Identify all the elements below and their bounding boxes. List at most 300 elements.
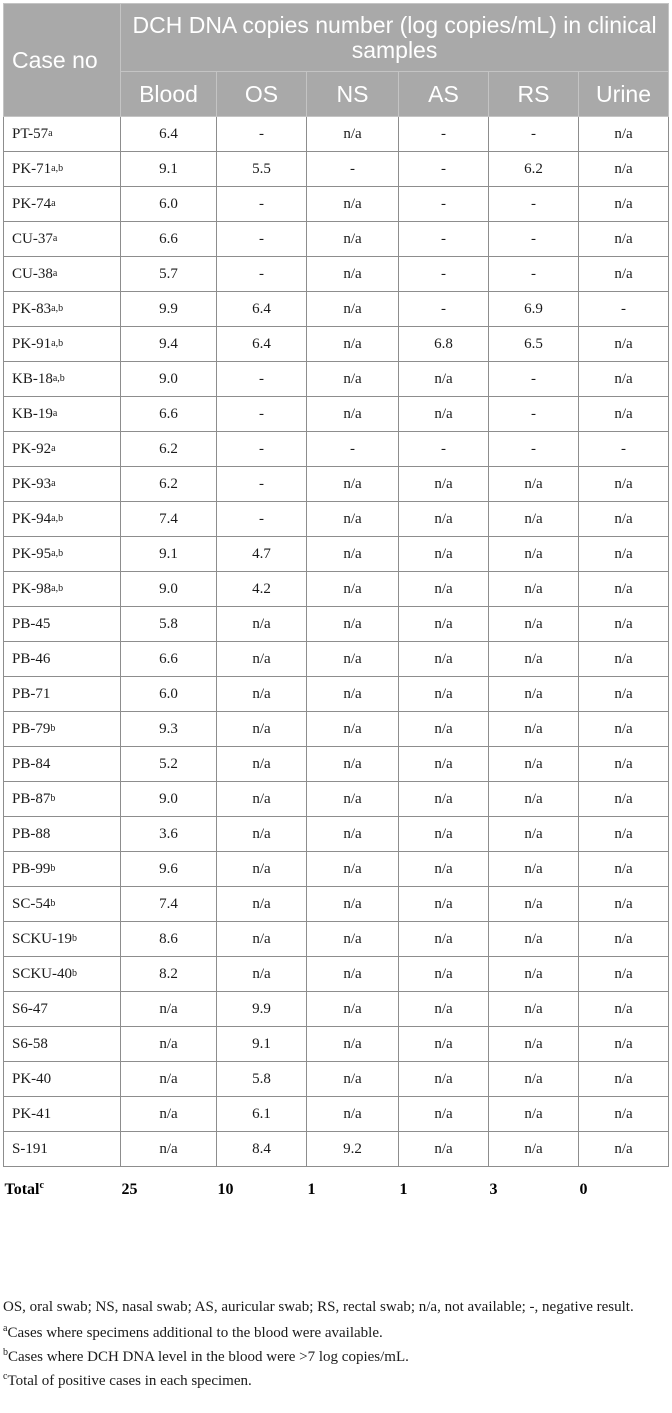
table-row (4, 1027, 669, 1062)
value-cell-blood: 9.0 (121, 572, 217, 607)
value-cell-as: n/a (399, 607, 489, 642)
value-cell-urine: n/a (579, 572, 669, 607)
value-cell-rs: 6.9 (489, 292, 579, 327)
value-cell-blood: 9.0 (121, 362, 217, 397)
abbreviations-note: OS, oral swab; NS, nasal swab; AS, auricular swab; RS, rectal swab; n/a, not available; -, negative result. (3, 1299, 634, 1315)
value-cell-ns: n/a (307, 1097, 399, 1132)
value-cell-urine: n/a (579, 922, 669, 957)
case-footnote-mark: b (50, 722, 56, 734)
value-cell-ns: n/a (307, 677, 399, 712)
case-id: PK-95 (12, 545, 52, 562)
value-cell-os: - (217, 117, 307, 152)
column-header-ns: NS (307, 72, 399, 117)
total-ns: 1 (307, 1180, 316, 1198)
value-cell-blood: 8.2 (121, 957, 217, 992)
case-id-cell (4, 817, 121, 852)
value-cell-rs: n/a (489, 712, 579, 747)
value-cell-urine: n/a (579, 712, 669, 747)
table-row (4, 152, 669, 187)
value-cell-blood: 6.4 (121, 117, 217, 152)
value-cell-os: n/a (217, 922, 307, 957)
value-cell-urine: n/a (579, 957, 669, 992)
case-id-cell (4, 117, 121, 152)
case-id: SCKU-40 (12, 965, 73, 982)
value-cell-ns: n/a (307, 397, 399, 432)
value-cell-os: 6.4 (217, 327, 307, 362)
table-header (4, 4, 669, 117)
value-cell-ns: n/a (307, 782, 399, 817)
table-row (4, 782, 669, 817)
total-rs: 3 (489, 1180, 498, 1198)
footnote-b (3, 1346, 668, 1368)
value-cell-blood: 6.6 (121, 397, 217, 432)
value-cell-blood: 6.2 (121, 467, 217, 502)
case-id: PK-91 (12, 335, 52, 352)
value-cell-rs: n/a (489, 747, 579, 782)
table-row (4, 572, 669, 607)
value-cell-blood: 8.6 (121, 922, 217, 957)
value-cell-blood: n/a (121, 1062, 217, 1097)
value-cell-as: 6.8 (399, 327, 489, 362)
value-cell-ns: n/a (307, 467, 399, 502)
value-cell-rs: - (489, 117, 579, 152)
case-footnote-mark: a,b (52, 372, 65, 384)
table-row (4, 1132, 669, 1167)
table-title-header: DCH DNA copies number (log copies/mL) in clinical samples (121, 4, 669, 72)
value-cell-urine: n/a (579, 607, 669, 642)
case-footnote-mark: a (52, 267, 58, 279)
value-cell-as: - (399, 222, 489, 257)
case-footnote-mark: a,b (51, 337, 64, 349)
value-cell-blood: 3.6 (121, 817, 217, 852)
value-cell-os: n/a (217, 747, 307, 782)
value-cell-ns: n/a (307, 572, 399, 607)
value-cell-rs: n/a (489, 572, 579, 607)
value-cell-blood: 9.3 (121, 712, 217, 747)
column-header-urine: Urine (579, 72, 669, 117)
value-cell-rs: - (489, 397, 579, 432)
value-cell-rs: 6.5 (489, 327, 579, 362)
case-id-cell (4, 1097, 121, 1132)
case-id-cell (4, 922, 121, 957)
value-cell-os: 6.4 (217, 292, 307, 327)
table-row (4, 292, 669, 327)
value-cell-urine: n/a (579, 677, 669, 712)
value-cell-urine: n/a (579, 397, 669, 432)
value-cell-blood: 6.0 (121, 187, 217, 222)
case-id-cell (4, 1062, 121, 1097)
case-no-header: Case no (4, 4, 121, 117)
value-cell-as: n/a (399, 1027, 489, 1062)
total-blood: 25 (121, 1180, 138, 1198)
value-cell-ns: n/a (307, 327, 399, 362)
value-cell-as: - (399, 117, 489, 152)
value-cell-os: n/a (217, 852, 307, 887)
value-cell-rs: n/a (489, 677, 579, 712)
value-cell-blood: 6.0 (121, 677, 217, 712)
case-id: PB-88 (12, 825, 51, 842)
value-cell-os: 9.1 (217, 1027, 307, 1062)
case-id-cell (4, 887, 121, 922)
case-id-cell (4, 642, 121, 677)
case-footnote-mark: b (72, 932, 78, 944)
value-cell-urine: n/a (579, 1062, 669, 1097)
case-footnote-mark: b (72, 967, 78, 979)
case-footnote-mark: a,b (51, 512, 64, 524)
footnote-a (3, 1322, 668, 1344)
case-footnote-mark: a (52, 232, 58, 244)
value-cell-rs: n/a (489, 1132, 579, 1167)
table-row (4, 817, 669, 852)
value-cell-rs: n/a (489, 1027, 579, 1062)
value-cell-rs: - (489, 432, 579, 467)
value-cell-ns: n/a (307, 1062, 399, 1097)
value-cell-blood: 6.2 (121, 432, 217, 467)
value-cell-blood: n/a (121, 1132, 217, 1167)
case-id: PK-83 (12, 300, 52, 317)
value-cell-blood: 6.6 (121, 642, 217, 677)
value-cell-blood: 9.1 (121, 537, 217, 572)
value-cell-blood: 9.6 (121, 852, 217, 887)
value-cell-os: n/a (217, 712, 307, 747)
value-cell-urine: - (579, 292, 669, 327)
table-row (4, 992, 669, 1027)
value-cell-ns: - (307, 432, 399, 467)
value-cell-ns: n/a (307, 642, 399, 677)
case-id-cell (4, 957, 121, 992)
value-cell-blood: 6.6 (121, 222, 217, 257)
value-cell-as: - (399, 432, 489, 467)
case-id-cell (4, 397, 121, 432)
value-cell-as: n/a (399, 712, 489, 747)
case-footnote-mark: a (51, 477, 56, 489)
value-cell-os: n/a (217, 957, 307, 992)
table-row (4, 222, 669, 257)
footnote-a-mark: a (3, 1323, 8, 1334)
value-cell-rs: n/a (489, 1097, 579, 1132)
case-id: PK-71 (12, 160, 52, 177)
table-row (4, 747, 669, 782)
value-cell-blood: 5.8 (121, 607, 217, 642)
value-cell-rs: n/a (489, 642, 579, 677)
value-cell-rs: 6.2 (489, 152, 579, 187)
value-cell-as: n/a (399, 782, 489, 817)
value-cell-rs: - (489, 362, 579, 397)
value-cell-ns: 9.2 (307, 1132, 399, 1167)
table-row (4, 642, 669, 677)
case-id: PB-46 (12, 650, 51, 667)
column-header-blood: Blood (121, 72, 217, 117)
value-cell-as: n/a (399, 1132, 489, 1167)
case-id: PK-93 (12, 475, 52, 492)
column-header-os: OS (217, 72, 307, 117)
value-cell-blood: 9.4 (121, 327, 217, 362)
value-cell-blood: 9.1 (121, 152, 217, 187)
footnote-c-mark: c (3, 1371, 8, 1382)
table-row (4, 537, 669, 572)
case-id: PK-92 (12, 440, 52, 457)
value-cell-blood: 5.2 (121, 747, 217, 782)
value-cell-rs: n/a (489, 467, 579, 502)
table-row (4, 887, 669, 922)
case-id-cell (4, 537, 121, 572)
value-cell-urine: n/a (579, 467, 669, 502)
value-cell-as: n/a (399, 362, 489, 397)
value-cell-as: n/a (399, 572, 489, 607)
value-cell-as: - (399, 187, 489, 222)
case-id-cell (4, 222, 121, 257)
case-id: SC-54 (12, 895, 51, 912)
value-cell-blood: 7.4 (121, 887, 217, 922)
value-cell-rs: n/a (489, 607, 579, 642)
table-row (4, 257, 669, 292)
value-cell-urine: n/a (579, 1097, 669, 1132)
value-cell-urine: n/a (579, 327, 669, 362)
value-cell-as: n/a (399, 747, 489, 782)
case-id-cell (4, 607, 121, 642)
case-id: PB-87 (12, 790, 51, 807)
case-id-cell (4, 572, 121, 607)
value-cell-os: - (217, 187, 307, 222)
value-cell-as: n/a (399, 992, 489, 1027)
value-cell-as: n/a (399, 677, 489, 712)
case-footnote-mark: a,b (51, 302, 64, 314)
case-id-cell (4, 257, 121, 292)
case-id-cell (4, 187, 121, 222)
value-cell-blood: 7.4 (121, 502, 217, 537)
value-cell-urine: n/a (579, 782, 669, 817)
value-cell-urine: - (579, 432, 669, 467)
value-cell-blood: n/a (121, 1097, 217, 1132)
case-id: PK-98 (12, 580, 52, 597)
case-id: PK-41 (12, 1105, 52, 1122)
total-footnote-mark: c (39, 1179, 44, 1191)
case-footnote-mark: b (50, 792, 56, 804)
value-cell-os: - (217, 397, 307, 432)
table-row (4, 397, 669, 432)
case-id: PB-45 (12, 615, 51, 632)
value-cell-rs: n/a (489, 817, 579, 852)
case-id: PB-71 (12, 685, 51, 702)
value-cell-ns: n/a (307, 817, 399, 852)
case-id: CU-37 (12, 230, 53, 247)
case-footnote-mark: a (52, 407, 58, 419)
value-cell-as: n/a (399, 467, 489, 502)
value-cell-ns: n/a (307, 1027, 399, 1062)
value-cell-os: 9.9 (217, 992, 307, 1027)
case-id: KB-19 (12, 405, 53, 422)
value-cell-ns: n/a (307, 187, 399, 222)
value-cell-as: n/a (399, 502, 489, 537)
table-row (4, 677, 669, 712)
value-cell-ns: n/a (307, 502, 399, 537)
case-id: KB-18 (12, 370, 53, 387)
table-row (4, 1097, 669, 1132)
value-cell-os: n/a (217, 782, 307, 817)
table-row (4, 852, 669, 887)
value-cell-urine: n/a (579, 537, 669, 572)
case-id-cell (4, 677, 121, 712)
total-as: 1 (399, 1180, 408, 1198)
value-cell-os: 4.7 (217, 537, 307, 572)
value-cell-ns: n/a (307, 887, 399, 922)
total-row (4, 1167, 669, 1213)
table-row (4, 362, 669, 397)
value-cell-ns: n/a (307, 362, 399, 397)
footnote-c (3, 1370, 668, 1392)
value-cell-os: - (217, 257, 307, 292)
case-id-cell (4, 502, 121, 537)
footnote-b-mark: b (3, 1347, 8, 1358)
case-id-cell (4, 782, 121, 817)
value-cell-ns: n/a (307, 992, 399, 1027)
table-row (4, 327, 669, 362)
value-cell-ns: n/a (307, 292, 399, 327)
value-cell-ns: n/a (307, 257, 399, 292)
total-os: 10 (217, 1180, 234, 1198)
value-cell-rs: n/a (489, 782, 579, 817)
case-id-cell (4, 362, 121, 397)
case-id: CU-38 (12, 265, 53, 282)
case-id-cell (4, 327, 121, 362)
table-row (4, 712, 669, 747)
value-cell-os: n/a (217, 817, 307, 852)
value-cell-urine: n/a (579, 222, 669, 257)
column-header-rs: RS (489, 72, 579, 117)
value-cell-ns: n/a (307, 922, 399, 957)
value-cell-os: n/a (217, 677, 307, 712)
case-id: PK-74 (12, 195, 52, 212)
value-cell-blood: 9.0 (121, 782, 217, 817)
value-cell-os: - (217, 222, 307, 257)
value-cell-os: 5.5 (217, 152, 307, 187)
case-id-cell (4, 467, 121, 502)
value-cell-os: - (217, 362, 307, 397)
case-id-cell (4, 1132, 121, 1167)
value-cell-urine: n/a (579, 1132, 669, 1167)
value-cell-os: - (217, 467, 307, 502)
table-row (4, 1062, 669, 1097)
case-footnote-mark: a,b (51, 162, 64, 174)
value-cell-blood: n/a (121, 992, 217, 1027)
value-cell-as: - (399, 292, 489, 327)
case-footnote-mark: a,b (51, 547, 64, 559)
value-cell-ns: n/a (307, 852, 399, 887)
case-id: PK-40 (12, 1070, 52, 1087)
value-cell-rs: n/a (489, 957, 579, 992)
case-id: S6-47 (12, 1000, 48, 1017)
value-cell-urine: n/a (579, 362, 669, 397)
value-cell-rs: n/a (489, 852, 579, 887)
case-id-cell (4, 852, 121, 887)
value-cell-os: - (217, 502, 307, 537)
value-cell-urine: n/a (579, 887, 669, 922)
value-cell-os: 5.8 (217, 1062, 307, 1097)
case-footnote-mark: a (51, 197, 56, 209)
value-cell-ns: n/a (307, 957, 399, 992)
value-cell-as: n/a (399, 817, 489, 852)
value-cell-os: 8.4 (217, 1132, 307, 1167)
value-cell-urine: n/a (579, 257, 669, 292)
table-row (4, 607, 669, 642)
case-id: S-191 (12, 1140, 48, 1157)
value-cell-as: n/a (399, 397, 489, 432)
value-cell-as: n/a (399, 957, 489, 992)
value-cell-rs: n/a (489, 992, 579, 1027)
table-row (4, 467, 669, 502)
value-cell-os: n/a (217, 887, 307, 922)
table-body (4, 117, 669, 1167)
case-footnote-mark: b (50, 897, 56, 909)
case-id: PB-84 (12, 755, 51, 772)
value-cell-os: - (217, 432, 307, 467)
value-cell-as: n/a (399, 887, 489, 922)
value-cell-as: n/a (399, 1097, 489, 1132)
value-cell-ns: - (307, 152, 399, 187)
value-cell-rs: n/a (489, 887, 579, 922)
table-row (4, 502, 669, 537)
column-header-as: AS (399, 72, 489, 117)
value-cell-os: n/a (217, 607, 307, 642)
total-urine: 0 (579, 1180, 588, 1198)
table-row (4, 432, 669, 467)
value-cell-as: n/a (399, 922, 489, 957)
case-id: S6-58 (12, 1035, 48, 1052)
total-label-cell (4, 1167, 121, 1213)
value-cell-os: 6.1 (217, 1097, 307, 1132)
value-cell-as: - (399, 152, 489, 187)
value-cell-blood: n/a (121, 1027, 217, 1062)
case-id: PK-94 (12, 510, 52, 527)
value-cell-rs: n/a (489, 502, 579, 537)
value-cell-urine: n/a (579, 852, 669, 887)
value-cell-os: 4.2 (217, 572, 307, 607)
case-id-cell (4, 992, 121, 1027)
value-cell-ns: n/a (307, 747, 399, 782)
case-id-cell (4, 152, 121, 187)
footnote-a-text: Cases where specimens additional to the blood were available. (7, 1325, 383, 1341)
case-id-cell (4, 712, 121, 747)
value-cell-urine: n/a (579, 152, 669, 187)
table-footnotes (3, 1296, 668, 1394)
value-cell-ns: n/a (307, 607, 399, 642)
value-cell-urine: n/a (579, 1027, 669, 1062)
total-label: Total (4, 1180, 40, 1198)
value-cell-rs: n/a (489, 1062, 579, 1097)
value-cell-ns: n/a (307, 117, 399, 152)
value-cell-as: - (399, 257, 489, 292)
case-footnote-mark: b (50, 862, 56, 874)
dch-dna-table (3, 3, 669, 1212)
value-cell-rs: n/a (489, 922, 579, 957)
value-cell-ns: n/a (307, 712, 399, 747)
value-cell-urine: n/a (579, 642, 669, 677)
table-row (4, 957, 669, 992)
value-cell-rs: - (489, 187, 579, 222)
value-cell-blood: 9.9 (121, 292, 217, 327)
value-cell-rs: n/a (489, 537, 579, 572)
case-id: SCKU-19 (12, 930, 73, 947)
value-cell-urine: n/a (579, 992, 669, 1027)
footnote-c-text: Total of positive cases in each specimen. (7, 1373, 252, 1389)
value-cell-os: n/a (217, 642, 307, 677)
value-cell-urine: n/a (579, 117, 669, 152)
case-id: PB-99 (12, 860, 51, 877)
case-id-cell (4, 1027, 121, 1062)
value-cell-urine: n/a (579, 187, 669, 222)
table-row (4, 117, 669, 152)
table-row (4, 922, 669, 957)
